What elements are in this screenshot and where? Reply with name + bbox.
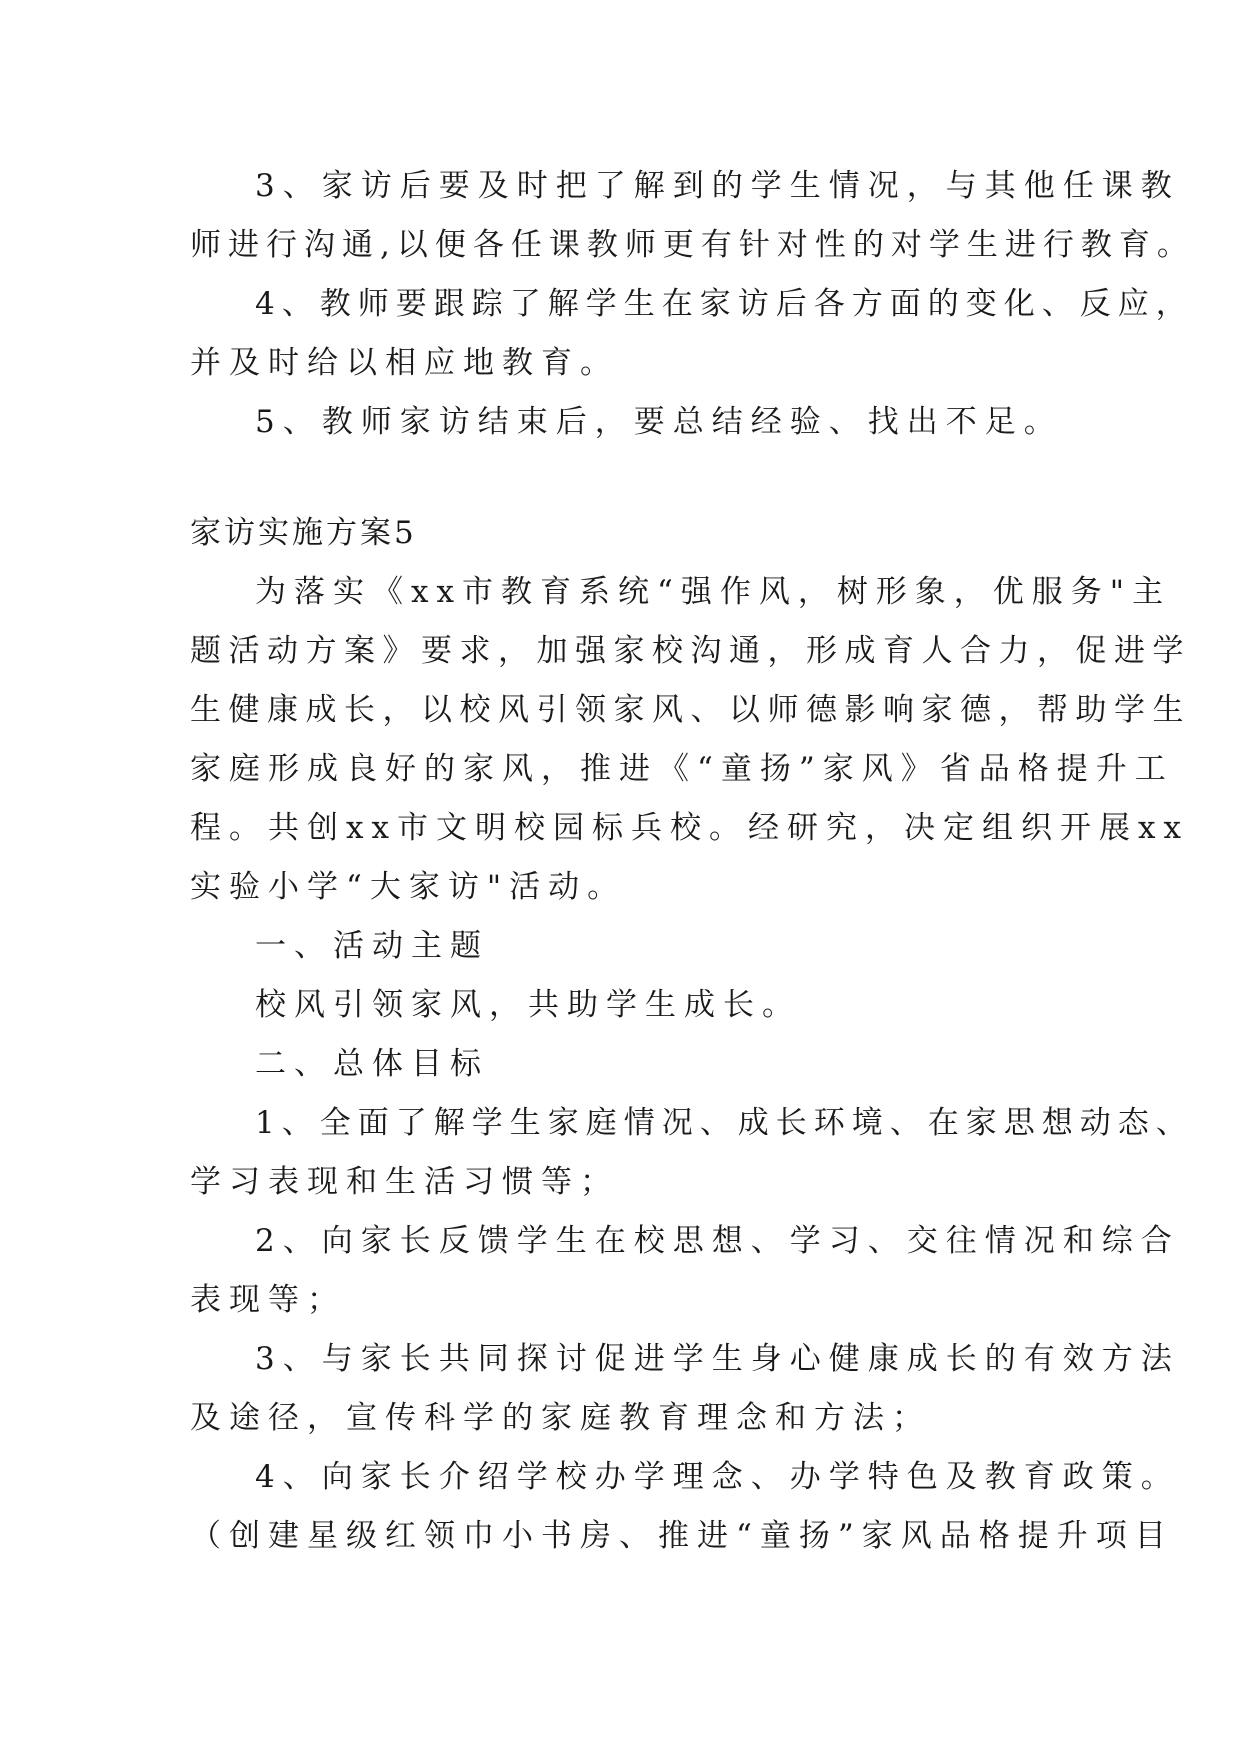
paragraph-line: 1、全面了解学生家庭情况、成长环境、在家思想动态、: [255, 1105, 1194, 1141]
paragraph-line: 表现等；: [190, 1282, 346, 1318]
paragraph-line: 2、向家长反馈学生在校思想、学习、交往情况和综合: [255, 1223, 1180, 1259]
paragraph-line: 4、向家长介绍学校办学理念、办学特色及教育政策。: [255, 1459, 1180, 1495]
paragraph-line: 实验小学“大家访"活动。: [190, 869, 627, 905]
paragraph-line: 3、家访后要及时把了解到的学生情况，与其他任课教: [255, 168, 1180, 204]
paragraph-line: 师进行沟通,以便各任课教师更有针对性的对学生进行教育。: [190, 227, 1195, 263]
paragraph-line: 学习表现和生活习惯等；: [190, 1164, 619, 1200]
paragraph-line: 家庭形成良好的家风，推进《“童扬”家风》省品格提升工: [190, 751, 1174, 787]
section-title: 家访实施方案5: [190, 515, 417, 551]
paragraph-line: 为落实《xx市教育系统“强作风，树形象，优服务"主: [255, 574, 1172, 610]
subheading: 一、活动主题: [255, 928, 489, 964]
paragraph-line: 4、教师要跟踪了解学生在家访后各方面的变化、反应，: [255, 286, 1194, 322]
paragraph-line: （创建星级红领巾小书房、推进“童扬”家风品格提升项目: [190, 1518, 1174, 1554]
paragraph-line: 及途径，宣传科学的家庭教育理念和方法；: [190, 1400, 931, 1436]
paragraph-line: 5、教师家访结束后，要总结经验、找出不足。: [255, 404, 1063, 440]
paragraph-line: 3、与家长共同探讨促进学生身心健康成长的有效方法: [255, 1341, 1180, 1377]
paragraph-line: 生健康成长，以校风引领家风、以师德影响家德，帮助学生: [190, 692, 1191, 728]
paragraph-line: 题活动方案》要求，加强家校沟通，形成育人合力，促进学: [190, 633, 1191, 669]
subheading: 二、总体目标: [255, 1046, 489, 1082]
paragraph-line: 程。共创xx市文明校园标兵校。经研究，决定组织开展xx: [190, 810, 1189, 846]
paragraph-line: 并及时给以相应地教育。: [190, 345, 619, 381]
paragraph-line: 校风引领家风，共助学生成长。: [255, 987, 801, 1023]
